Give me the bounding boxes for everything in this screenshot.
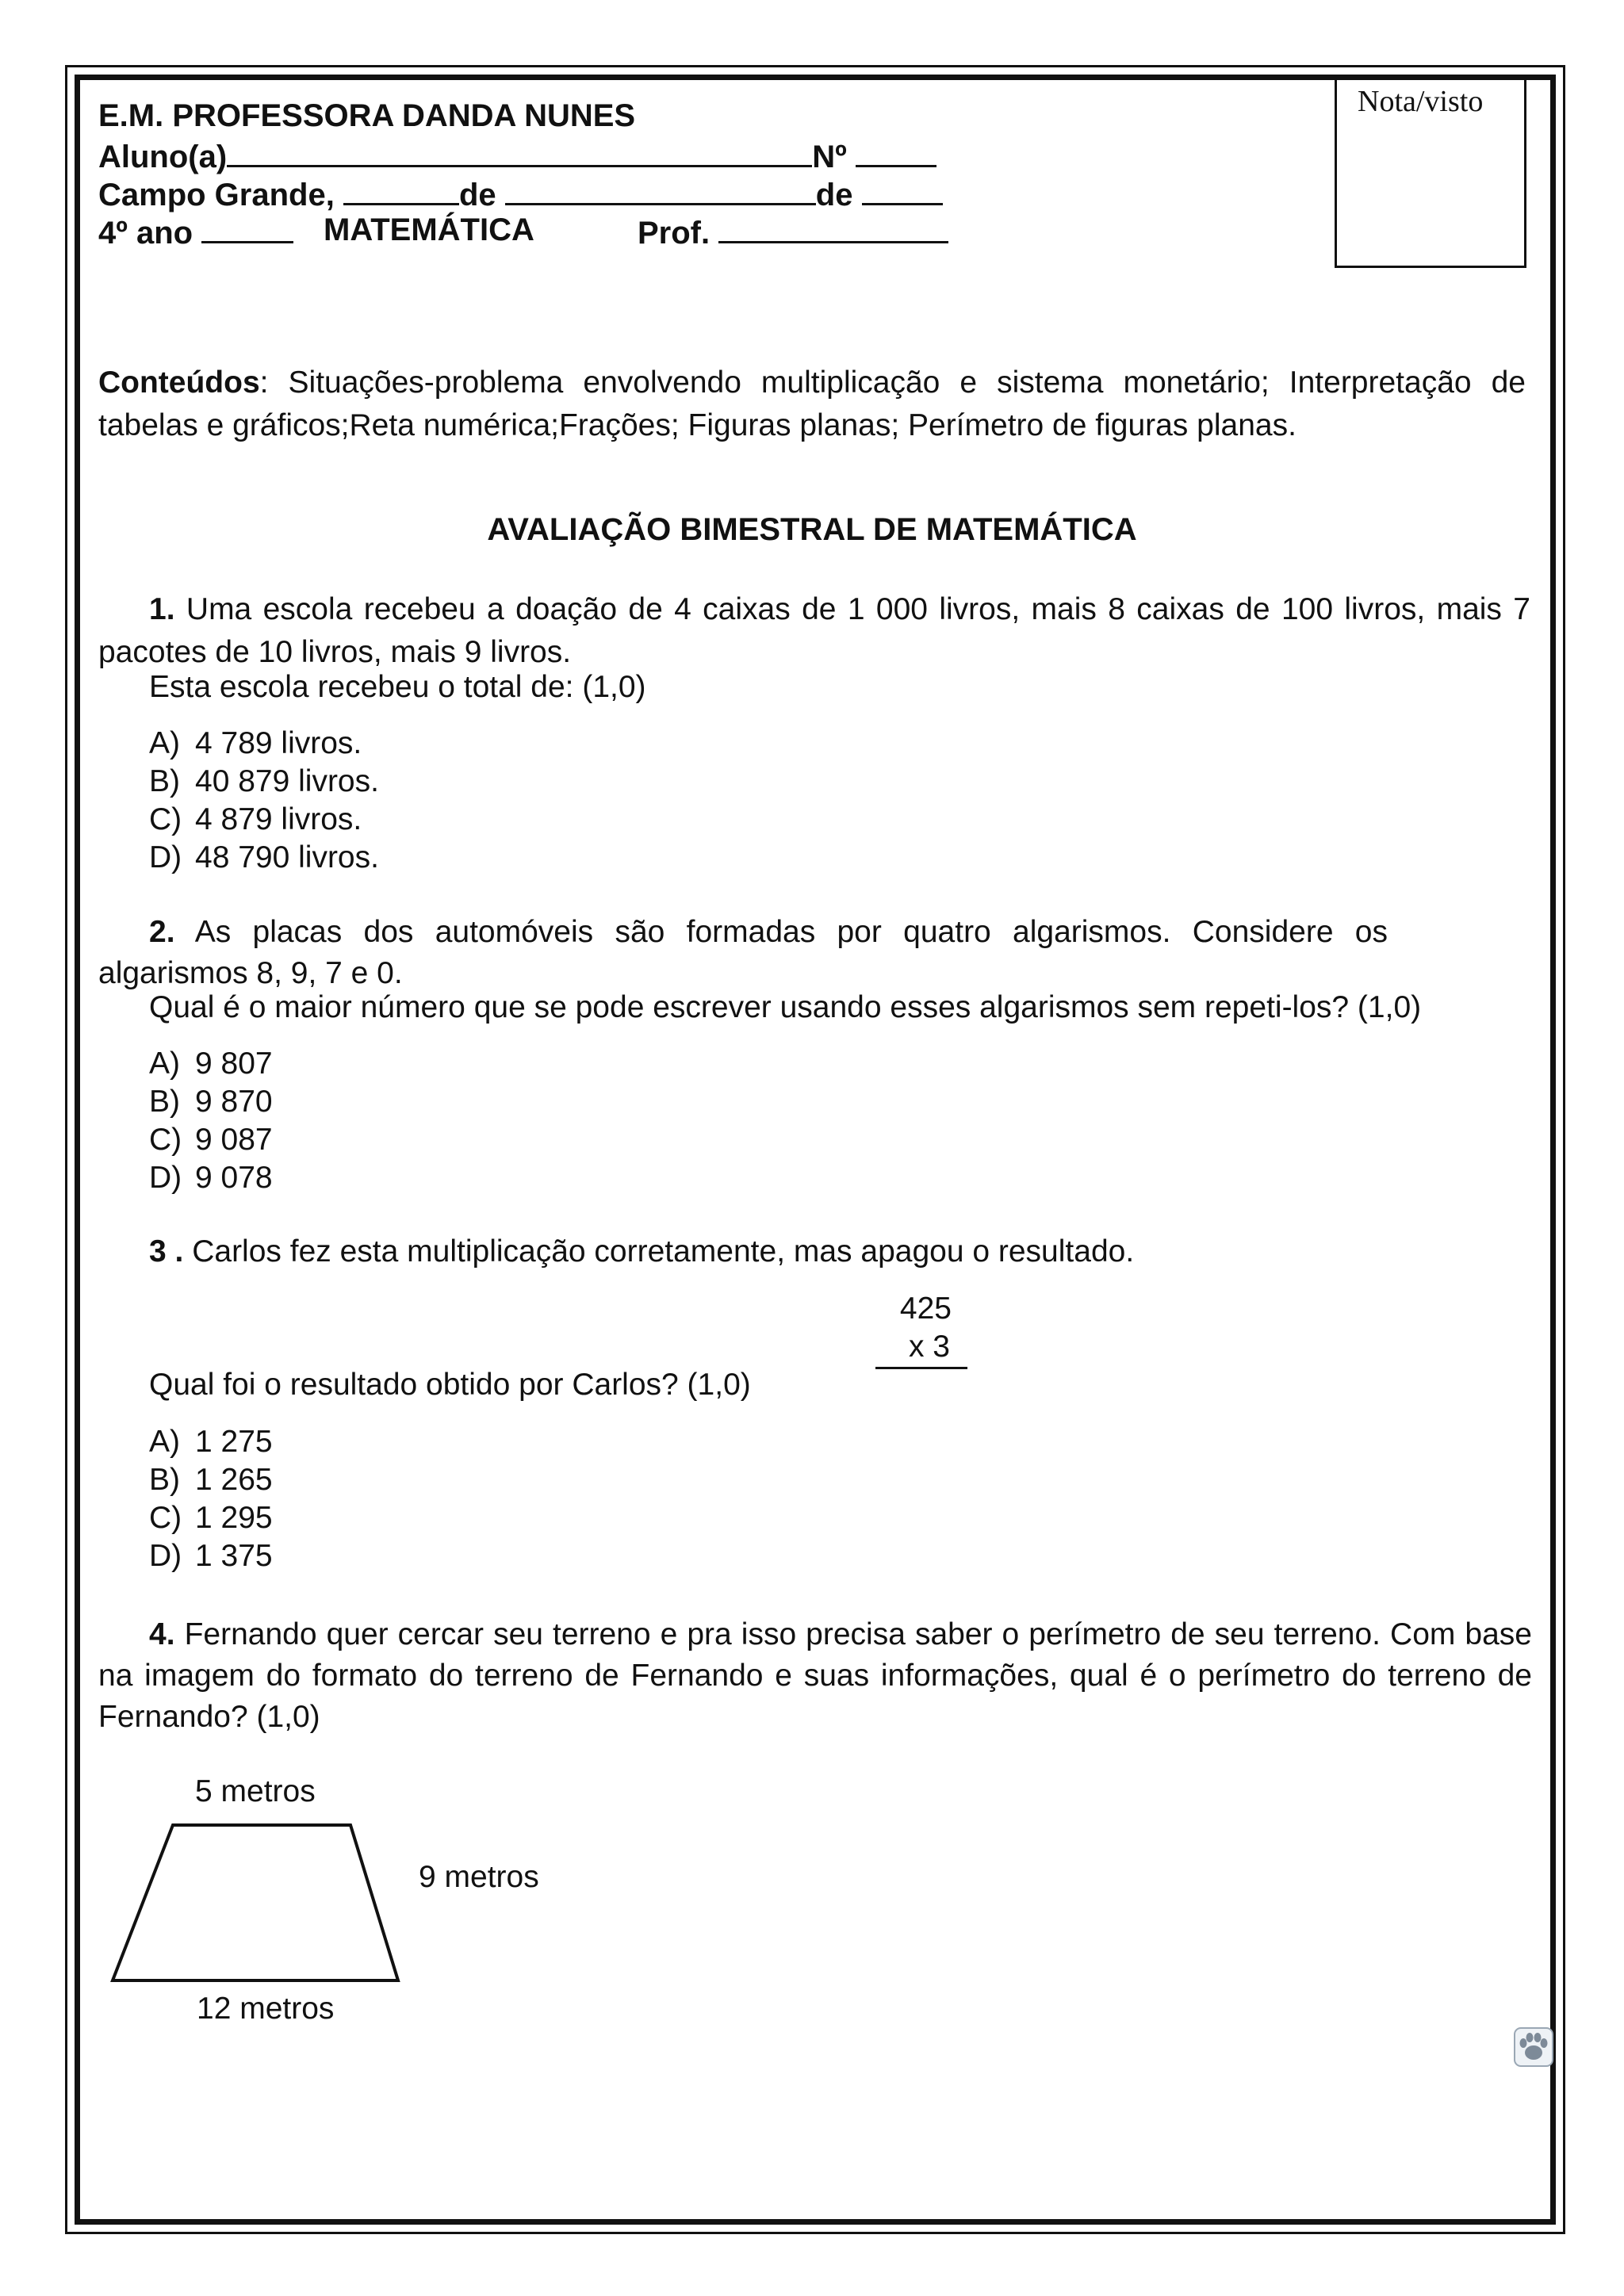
subject-label: MATEMÁTICA [324,212,534,247]
school-name: E.M. PROFESSORA DANDA NUNES [98,98,636,133]
option-letter: D) [149,1539,182,1573]
question-3-statement: Carlos fez esta multiplicação corretamente, mas apagou o resultado. [192,1234,1135,1269]
question-2-prompt: Qual é o maior número que se pode escrever usando esses algarismos sem repeti-los? (1,0) [149,990,1422,1024]
bottom-side-label: 12 metros [197,1992,335,2026]
option-letter: C) [149,1123,182,1157]
option-letter: A) [149,1047,180,1081]
option-text: 9 807 [195,1047,273,1081]
question-4-statement: Fernando quer cercar seu terreno e pra isso precisa saber o perímetro de seu terreno. Com base na imagem do formato do terreno de Fernando e suas informações, qual é o perímetro do terreno de Fernando? (1,0) [98,1617,1532,1734]
option-text: 40 879 livros. [195,764,379,798]
question-1-prompt: Esta escola recebeu o total de: (1,0) [149,670,646,704]
question-3-prompt: Qual foi o resultado obtido por Carlos? (1,0) [149,1368,751,1402]
option-letter: D) [149,840,182,874]
option-letter: A) [149,1425,180,1459]
slant-side-label: 9 metros [419,1860,539,1894]
exam-title: AVALIAÇÃO BIMESTRAL DE MATEMÁTICA [487,512,1137,547]
question-3-number: 3 . [149,1234,184,1269]
option-text: 4 789 livros. [195,726,362,760]
multiplier: x 3 [908,1330,950,1364]
student-label: Aluno(a) [98,140,228,174]
question-2-statement: As placas dos automóveis são formadas por quatro algarismos. Considere os algarismos 8, 9, 7 e 0. [98,915,1388,990]
option-letter: C) [149,802,182,836]
option-text: 9 087 [195,1123,273,1157]
question-2-number: 2. [149,915,175,949]
option-letter: A) [149,726,180,760]
option-text: 1 265 [195,1463,273,1497]
grade-label: 4º ano [98,216,193,251]
option-text: 9 078 [195,1161,273,1195]
option-text: 9 870 [195,1085,273,1119]
question-4-number: 4. [149,1617,175,1651]
option-letter: D) [149,1161,182,1195]
question-1-number: 1. [149,592,175,626]
option-letter: C) [149,1501,182,1535]
prof-label: Prof. [638,216,710,251]
question-1-statement: Uma escola recebeu a doação de 4 caixas de 1 000 livros, mais 8 caixas de 100 livros, mais 7 pacotes de 10 livros, mais 9 livros. [98,592,1530,669]
date-de-2: de [815,178,853,212]
option-letter: B) [149,1085,180,1119]
contents-text: : Situações-problema envolvendo multiplicação e sistema monetário; Interpretação de tabelas e gráficos;Reta numérica;Frações; Figuras planas; Perímetro de figuras planas. [98,365,1526,442]
option-text: 1 275 [195,1425,273,1459]
contents-label: Conteúdos [98,365,260,400]
option-text: 4 879 livros. [195,802,362,836]
number-label: Nº [812,140,847,174]
grade-box-label: Nota/visto [1358,85,1484,118]
date-de-1: de [458,178,496,212]
option-letter: B) [149,764,180,798]
option-text: 48 790 livros. [195,840,379,874]
option-letter: B) [149,1463,180,1497]
city-label: Campo Grande, [98,178,335,212]
option-text: 1 375 [195,1539,273,1573]
paw-print-icon [1513,2026,1554,2068]
multiplicand: 425 [899,1292,952,1326]
trapezoid-shape [113,1825,398,1980]
top-side-label: 5 metros [195,1774,316,1808]
option-text: 1 295 [195,1501,273,1535]
